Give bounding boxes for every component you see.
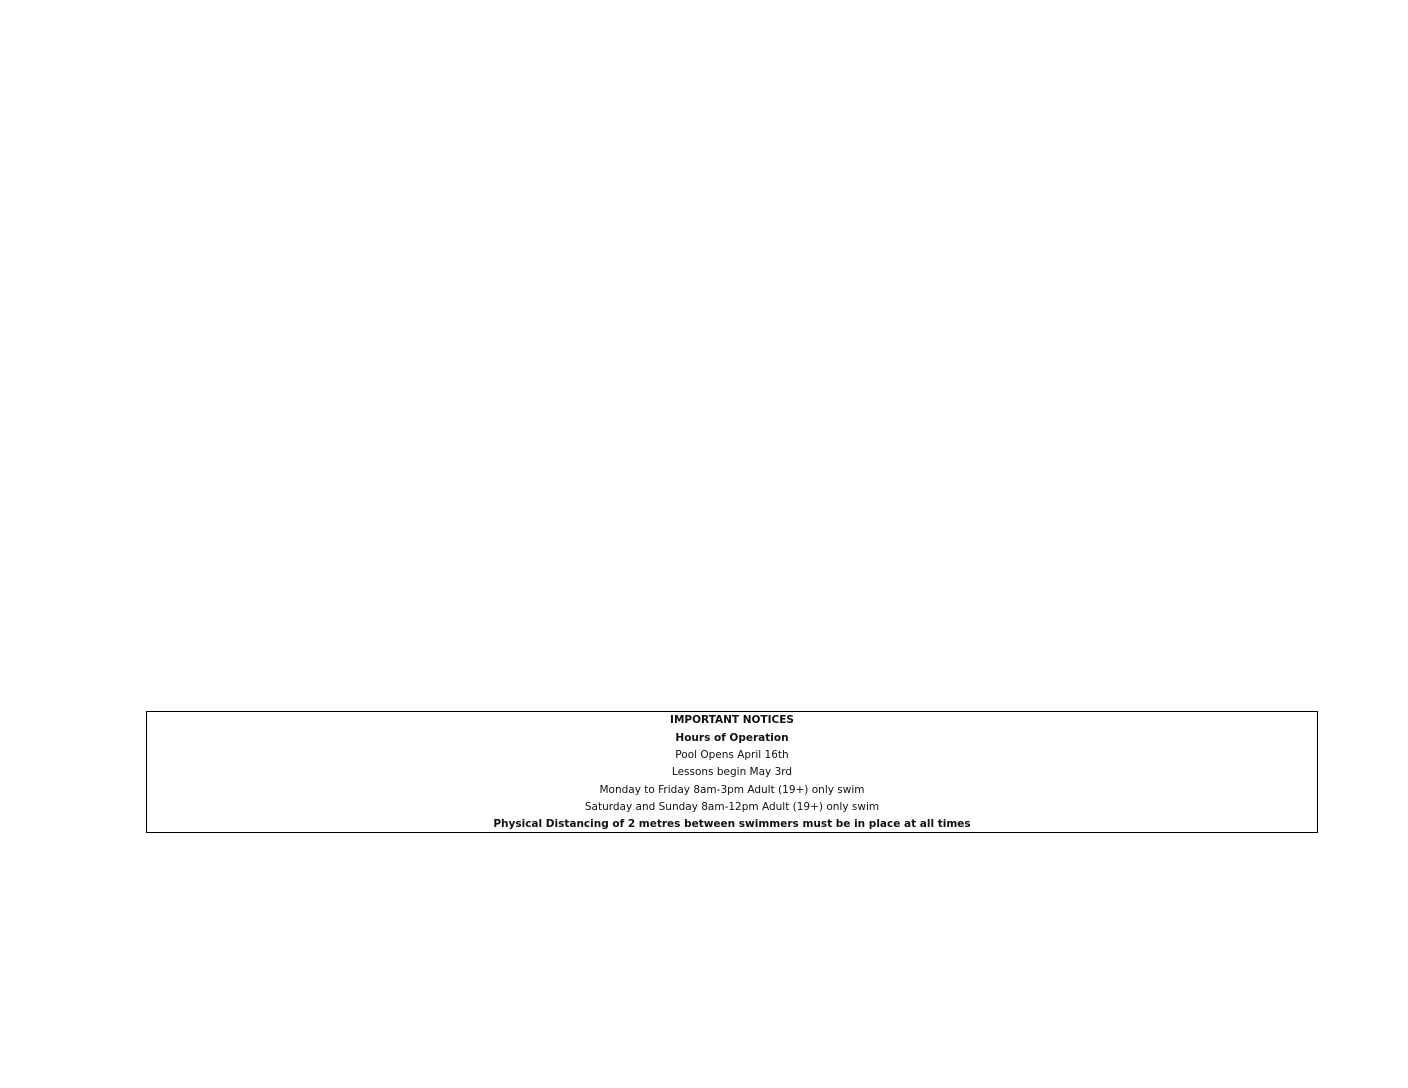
notice-line: Monday to Friday 8am-3pm Adult (19+) only swim bbox=[599, 784, 865, 796]
notices-subheading: Hours of Operation bbox=[675, 732, 789, 744]
important-notices-box bbox=[146, 711, 1318, 833]
notice-line: Saturday and Sunday 8am-12pm Adult (19+) only swim bbox=[584, 801, 880, 813]
pool-schedule-table bbox=[91, 96, 1317, 681]
notice-line: Pool Opens April 16th bbox=[675, 749, 789, 761]
notice-line: Lessons begin May 3rd bbox=[671, 766, 793, 778]
notices-heading: IMPORTANT NOTICES bbox=[670, 714, 794, 726]
notice-line: Physical Distancing of 2 metres between swimmers must be in place at all times bbox=[493, 818, 971, 830]
